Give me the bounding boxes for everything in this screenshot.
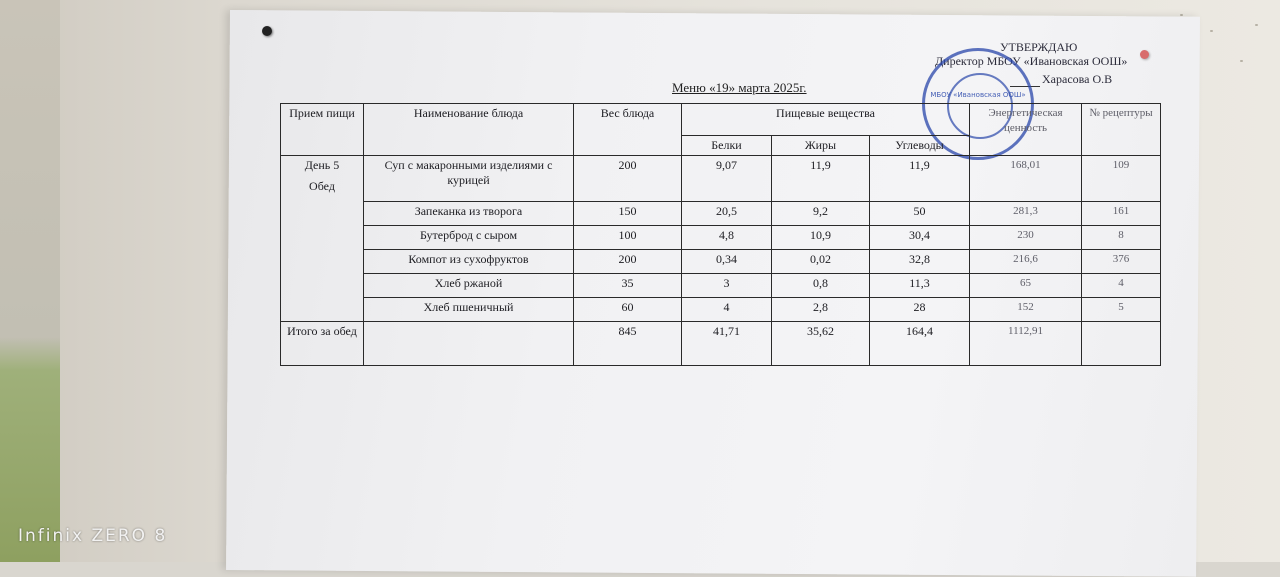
dish-proteins: 9,07 (682, 156, 772, 202)
menu-table (280, 103, 1161, 366)
dish-recipe: 161 (1082, 202, 1161, 226)
wall-speck (1210, 30, 1213, 32)
dish-carbs: 28 (870, 298, 970, 322)
approval-director: Директор МБОУ «Ивановская ООШ» (935, 54, 1128, 68)
header-nutrients: Пищевые вещества (682, 104, 970, 136)
total-weight: 845 (574, 322, 682, 366)
total-carbs: 164,4 (870, 322, 970, 366)
total-dish-empty (364, 322, 574, 366)
dish-proteins: 20,5 (682, 202, 772, 226)
dish-name: Бутерброд с сыром (364, 226, 574, 250)
dish-recipe: 5 (1082, 298, 1161, 322)
dish-weight: 200 (574, 156, 682, 202)
table-row (281, 250, 1161, 274)
wall-speck (1255, 24, 1258, 26)
meal-cell (281, 156, 364, 322)
wall-speck (1240, 60, 1243, 62)
total-recipe (1082, 322, 1161, 366)
dish-proteins: 4 (682, 298, 772, 322)
dish-recipe: 4 (1082, 274, 1161, 298)
dish-fats: 0,8 (772, 274, 870, 298)
menu-title: Меню «19» марта 2025г. (672, 80, 807, 95)
dish-weight: 200 (574, 250, 682, 274)
total-label: Итого за обед (281, 322, 364, 366)
dish-fats: 10,9 (772, 226, 870, 250)
dish-energy: 168,01 (970, 156, 1082, 202)
dish-energy: 152 (970, 298, 1082, 322)
table-row (281, 202, 1161, 226)
dish-carbs: 50 (870, 202, 970, 226)
header-carbs: Углеводы (870, 136, 970, 156)
wall-left-edge (0, 0, 60, 562)
header-meal: Прием пищи (281, 104, 364, 156)
dish-name: Хлеб пшеничный (364, 298, 574, 322)
dish-fats: 11,9 (772, 156, 870, 202)
dish-recipe: 109 (1082, 156, 1161, 202)
pushpin-icon (1140, 50, 1149, 59)
header-energy: Энергетическая ценность (970, 104, 1082, 156)
table-row (281, 274, 1161, 298)
table-row (281, 226, 1161, 250)
total-energy: 1112,91 (970, 322, 1082, 366)
dish-name: Суп с макаронными изделиями с курицей (364, 156, 574, 202)
dish-carbs: 30,4 (870, 226, 970, 250)
dish-weight: 60 (574, 298, 682, 322)
header-dish: Наименование блюда (364, 104, 574, 156)
day-label: День 5 (304, 158, 340, 172)
dish-fats: 0,02 (772, 250, 870, 274)
dish-energy: 216,6 (970, 250, 1082, 274)
dish-energy: 65 (970, 274, 1082, 298)
dish-recipe: 376 (1082, 250, 1161, 274)
dish-weight: 150 (574, 202, 682, 226)
dish-proteins: 4,8 (682, 226, 772, 250)
approval-name: Харасова О.В (1042, 72, 1113, 86)
header-weight: Вес блюда (574, 104, 682, 156)
approval-heading: УТВЕРЖДАЮ (1000, 40, 1078, 54)
stamp-text: МБОУ «Ивановская ООШ» (930, 91, 1026, 99)
total-proteins: 41,71 (682, 322, 772, 366)
dish-weight: 100 (574, 226, 682, 250)
dish-proteins: 3 (682, 274, 772, 298)
dish-carbs: 32,8 (870, 250, 970, 274)
header-proteins: Белки (682, 136, 772, 156)
meal-label: Обед (309, 179, 335, 193)
pushpin-icon (262, 26, 272, 36)
dish-energy: 230 (970, 226, 1082, 250)
dish-carbs: 11,3 (870, 274, 970, 298)
dish-proteins: 0,34 (682, 250, 772, 274)
table-row (281, 156, 1161, 202)
table-header-row (281, 104, 1161, 136)
header-fats: Жиры (772, 136, 870, 156)
dish-fats: 9,2 (772, 202, 870, 226)
table-row (281, 298, 1161, 322)
dish-name: Компот из сухофруктов (364, 250, 574, 274)
total-row (281, 322, 1161, 366)
dish-energy: 281,3 (970, 202, 1082, 226)
dish-name: Хлеб ржаной (364, 274, 574, 298)
dish-recipe: 8 (1082, 226, 1161, 250)
dish-carbs: 11,9 (870, 156, 970, 202)
dish-name: Запеканка из творога (364, 202, 574, 226)
total-fats: 35,62 (772, 322, 870, 366)
dish-fats: 2,8 (772, 298, 870, 322)
camera-watermark: Infinix ZERO 8 (18, 526, 168, 546)
dish-weight: 35 (574, 274, 682, 298)
header-recipe: № рецептуры (1082, 104, 1161, 156)
